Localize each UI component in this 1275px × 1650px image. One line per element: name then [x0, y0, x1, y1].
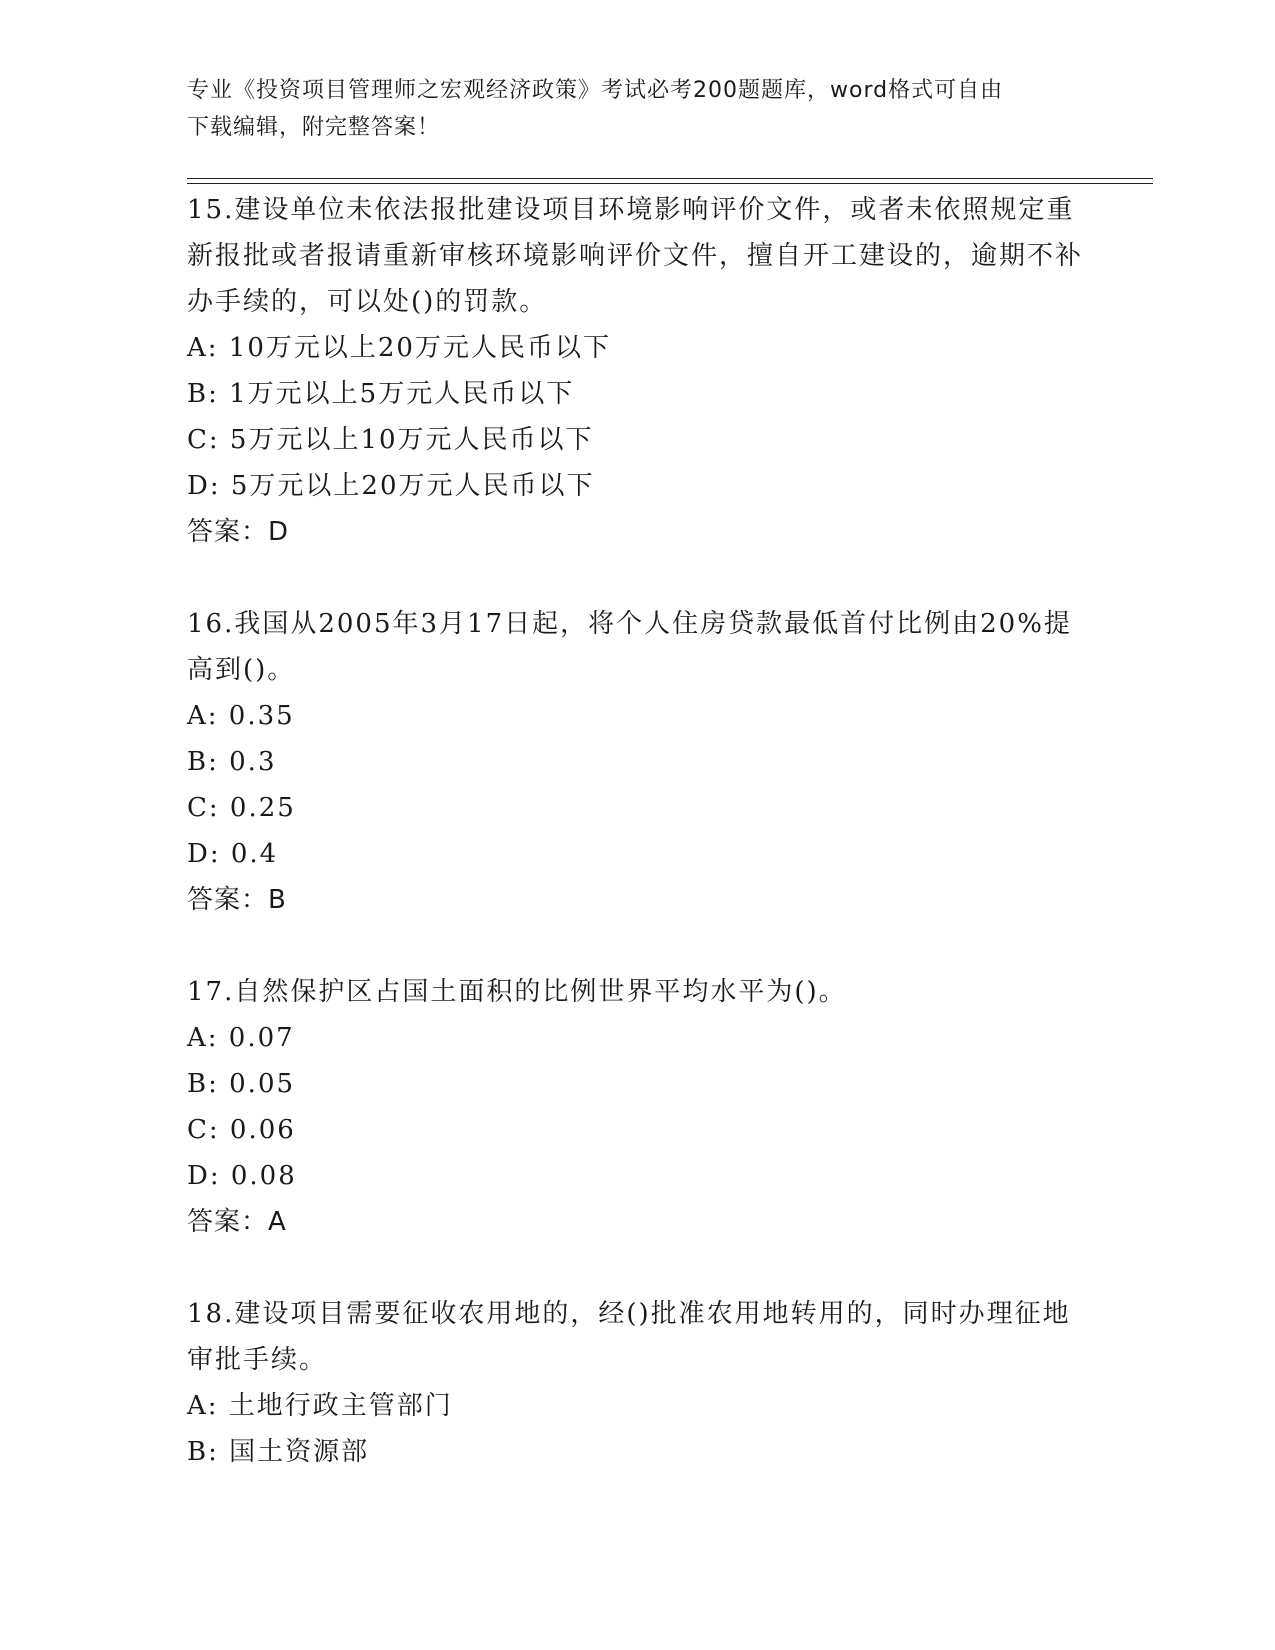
question-text: 18.建设项目需要征收农用地的，经()批准农用地转用的，同时办理征地审批手续。 — [187, 1299, 1071, 1375]
question-17 — [187, 969, 1087, 1245]
option-d: D: 5万元以上20万元人民币以下 — [187, 471, 595, 501]
question-text: 16.我国从2005年3月17日起，将个人住房贷款最低首付比例由20%提高到()。 — [187, 609, 1072, 685]
answer-label: 答案：D — [187, 517, 290, 547]
header-line-1: 专业《投资项目管理师之宏观经济政策》考试必考200题题库，word格式可自由 — [187, 78, 1004, 103]
answer-label: 答案：A — [187, 1207, 287, 1237]
option-a: A: 0.07 — [187, 1023, 295, 1053]
question-16 — [187, 601, 1087, 923]
document-header — [187, 72, 1067, 146]
spacer — [187, 555, 1087, 601]
option-a: A: 10万元以上20万元人民币以下 — [187, 333, 611, 363]
header-line-2: 下载编辑，附完整答案！ — [187, 115, 441, 140]
header-rule-bottom — [187, 183, 1153, 184]
option-b: B: 0.05 — [187, 1069, 296, 1099]
spacer — [187, 1245, 1087, 1291]
option-b: B: 1万元以上5万元人民币以下 — [187, 379, 575, 409]
question-15 — [187, 187, 1087, 555]
header-rule-top — [187, 178, 1153, 179]
question-text: 17.自然保护区占国土面积的比例世界平均水平为()。 — [187, 977, 847, 1007]
option-d: D: 0.08 — [187, 1161, 297, 1191]
option-b: B: 0.3 — [187, 747, 277, 777]
option-c: C: 0.06 — [187, 1115, 296, 1145]
option-b: B: 国土资源部 — [187, 1437, 370, 1467]
option-a: A: 土地行政主管部门 — [187, 1391, 453, 1421]
option-c: C: 0.25 — [187, 793, 296, 823]
answer-label: 答案：B — [187, 885, 287, 915]
option-a: A: 0.35 — [187, 701, 295, 731]
spacer — [187, 923, 1087, 969]
option-d: D: 0.4 — [187, 839, 279, 869]
option-c: C: 5万元以上10万元人民币以下 — [187, 425, 594, 455]
question-text: 15.建设单位未依法报批建设项目环境影响评价文件，或者未依照规定重新报批或者报请重新审核环境影响评价文件，擅自开工建设的，逾期不补办手续的，可以处()的罚款。 — [187, 195, 1084, 317]
question-list — [187, 187, 1087, 1475]
question-18 — [187, 1291, 1087, 1475]
